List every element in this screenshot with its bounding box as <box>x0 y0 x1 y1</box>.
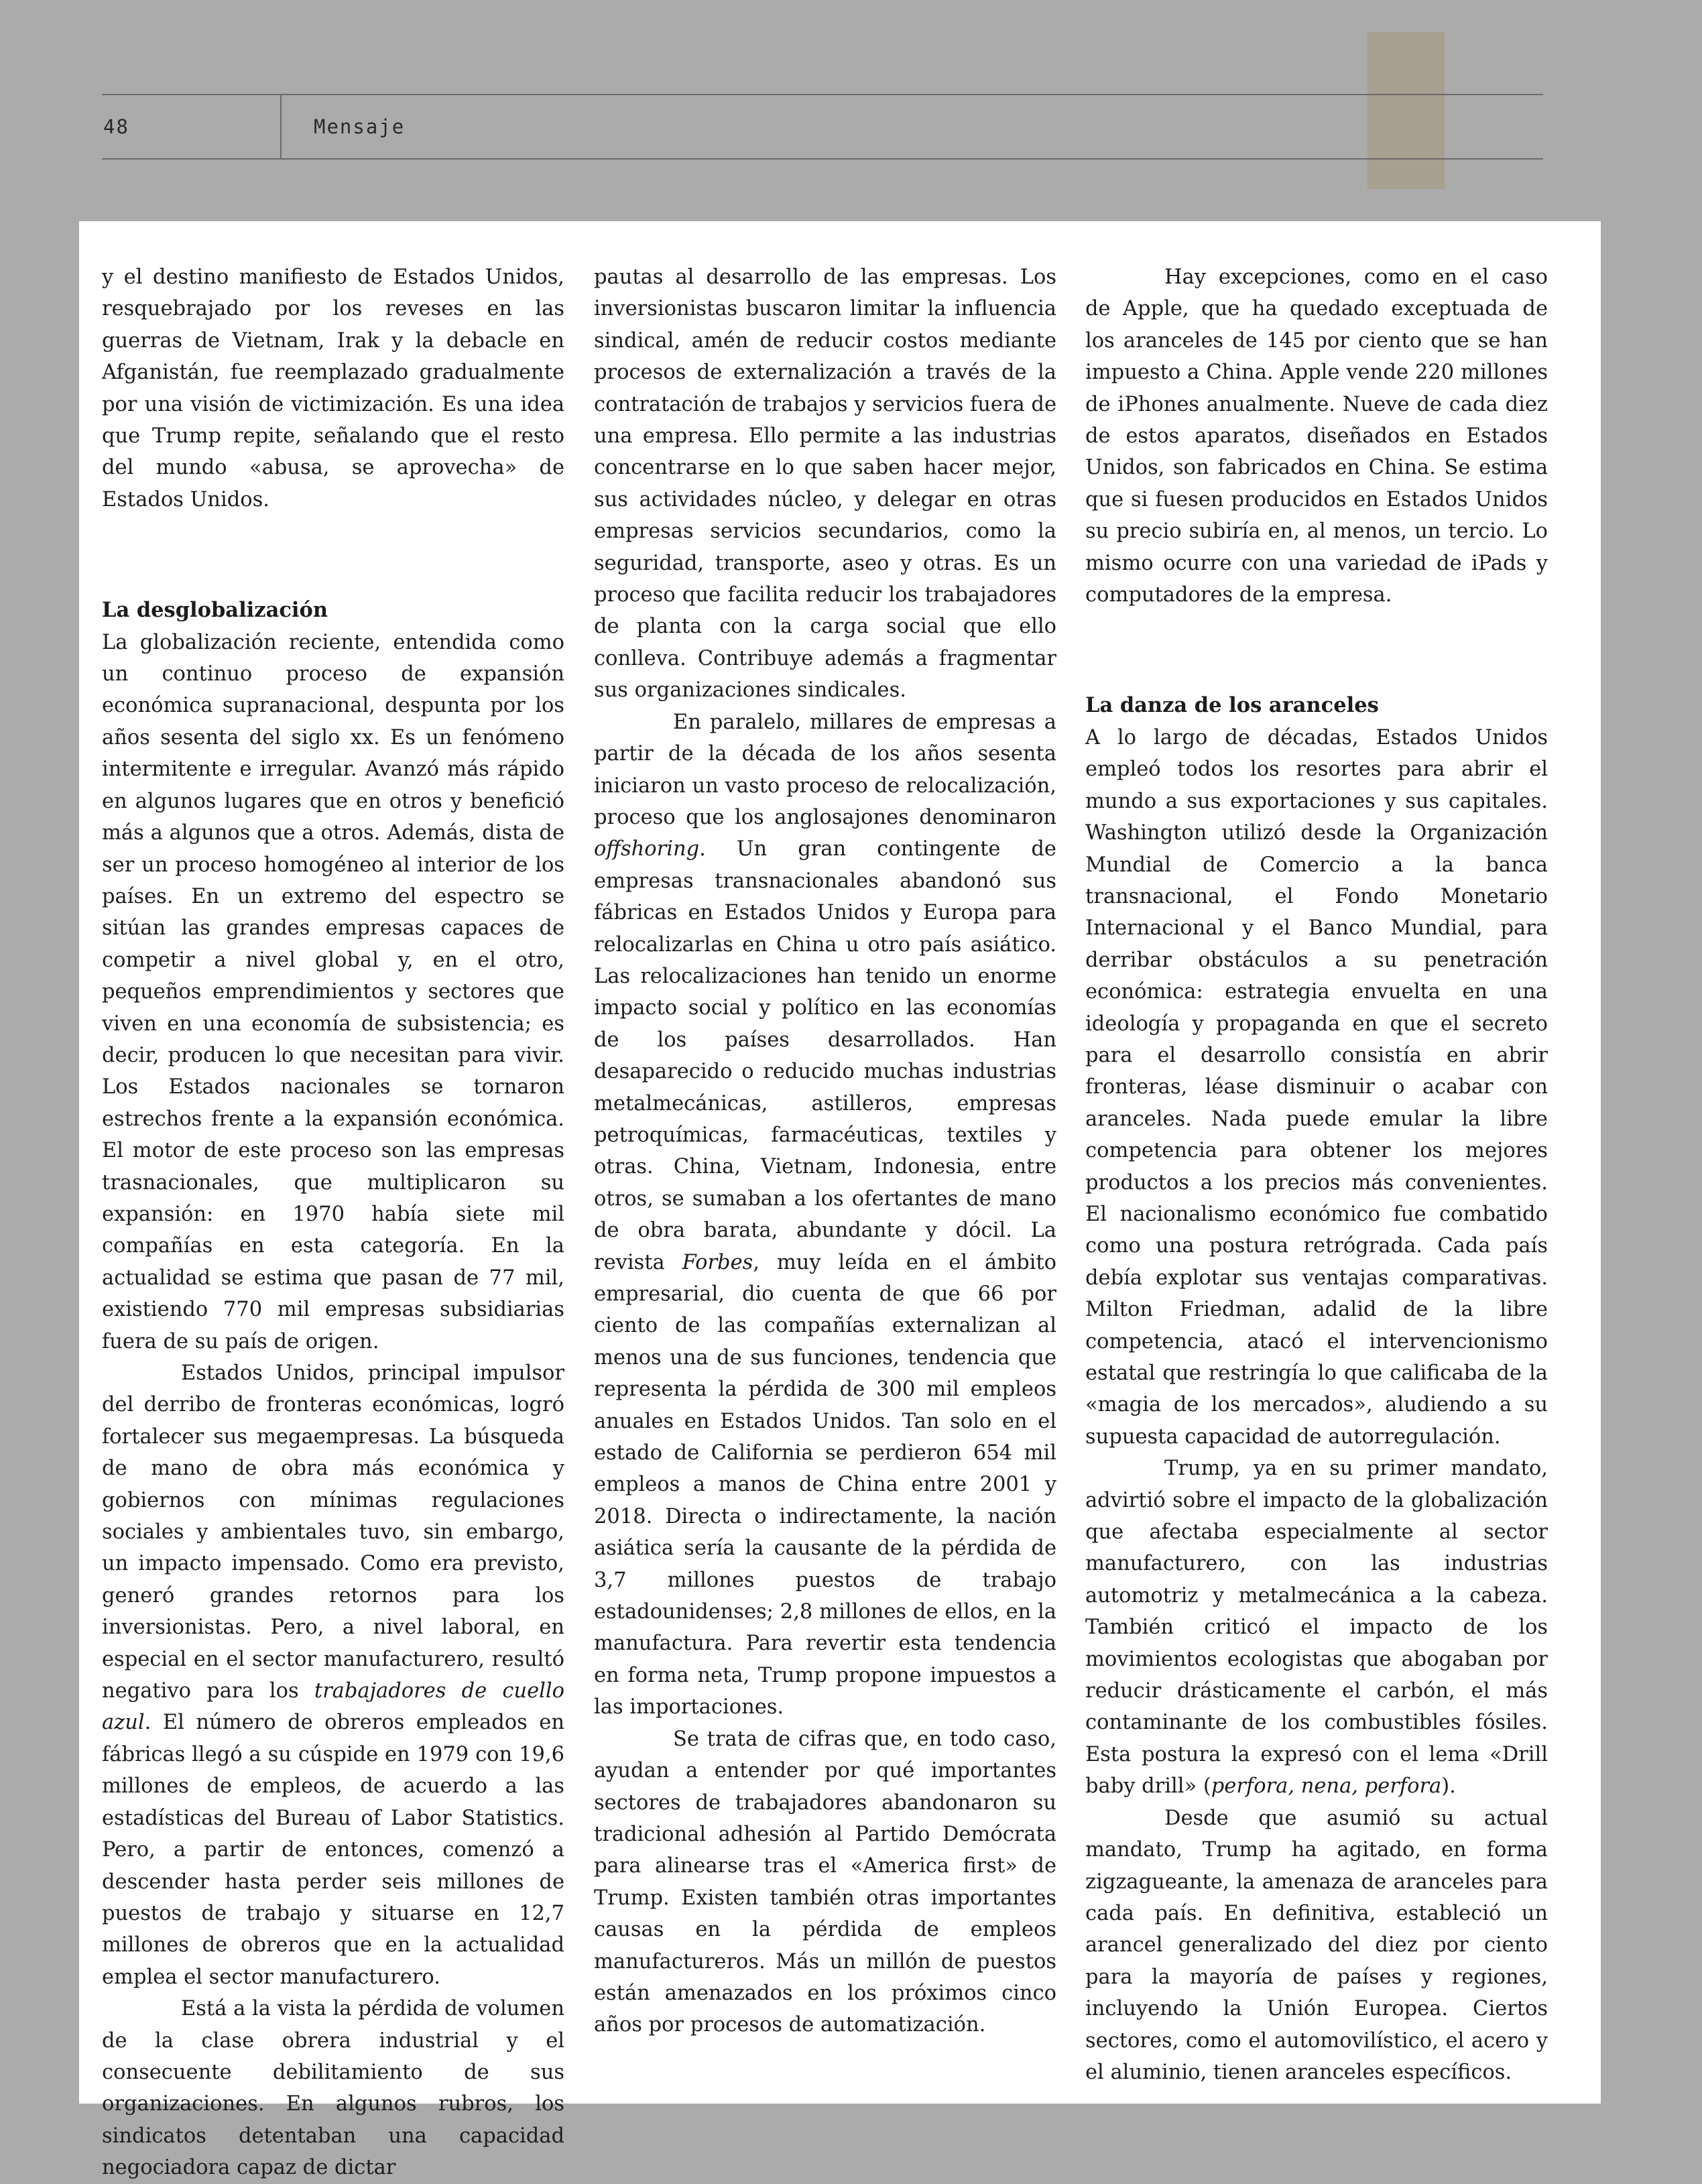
page-number: 48 <box>103 115 129 138</box>
section-tab-marker <box>1367 32 1445 189</box>
paragraph: Estados Unidos, principal impulsor del derribo de fronteras económicas, logró fortalecer sus megaempresas. La búsqueda de mano de obra más económica y gobiernos con mínimas regulaciones sociales y ambientales tuvo, sin embargo, un impacto impensado. Como era previsto, generó grandes retornos para los inversionistas. Pero, a nivel laboral, en especial en el sector manufacturero, resultó negativo para los trabajadores de cuello azul. El número de obreros empleados en fábricas llegó a su cúspide en 1979 con 19,6 millones de empleos, de acuerdo a las estadísticas del Bureau of Labor Statistics. Pero, a partir de entonces, comenzó a descender hasta perder seis millones de puestos de trabajo y situarse en 12,7 millones de obreros que en la actualidad emplea el sector manufacturero. <box>102 1361 564 1989</box>
paragraph: Hay excepciones, como en el caso de Apple, que ha quedado exceptuada de los aranceles de 145 por ciento que se han impuesto a China. Apple vende 220 millones de iPhones anualmente. Nueve de cada diez de estos aparatos, diseñados en Estados Unidos, son fabricados en China. Se estima que si fuesen producidos en Estados Unidos su precio subiría en, al menos, un tercio. Lo mismo ocurre con una variedad de iPads y computadores de la empresa. <box>1085 265 1548 607</box>
paragraph: A lo largo de décadas, Estados Unidos empleó todos los resortes para abrir el mundo a sus exportaciones y sus capitales. Washington utilizó desde la Organización Mundial de Comercio a la banca transnacional, el Fondo Monetario Internacional y el Banco Mundial, para derribar obstáculos a su penetración económica: estrategia envuelta en una ideología y propaganda en que el secreto para el desarrollo consistía en abrir fronteras, léase disminuir o acabar con aranceles. Nada puede emular la libre competencia para obtener los mejores productos a los precios más convenientes. El nacionalismo económico fue combatido como una postura retrógrada. Cada país debía explotar sus ventajas comparativas. Milton Friedman, adalid de la libre competencia, atacó el intervencionismo estatal que restringía lo que calificaba de la «magia de los mercados», aludiendo a su supuesta capacidad de autorregulación. <box>1085 725 1548 1449</box>
paragraph: La globalización reciente, entendida como un continuo proceso de expansión económica supranacional, despunta por los años sesenta del siglo xx. Es un fenómeno intermitente e irregular. Avanzó más rápido en algunos lugares que en otros y benefició más a algunos que a otros. Además, dista de ser un proceso homogéneo al interior de los países. En un extremo del espectro se sitúan las grandes empresas capaces de competir a nivel global y, en el otro, pequeños emprendimientos y sectores que viven en una economía de subsistencia; es decir, producen lo que necesitan para vivir. Los Estados nacionales se tornaron estrechos frente a la expansión económica. El motor de este proceso son las empresas trasnacionales, que multiplicaron su expansión: en 1970 había siete mil compañías en esta categoría. En la actualidad se estima que pasan de 77 mil, existiendo 770 mil empresas subsidiarias fuera de su país de origen. <box>102 630 564 1353</box>
paragraph: pautas al desarrollo de las empresas. Los inversionistas buscaron limitar la influencia sindical, amén de reducir costos mediante procesos de externalización a través de la contratación de trabajos y servicios fuera de una empresa. Ello permite a las industrias concentrarse en lo que saben hacer mejor, sus actividades núcleo, y delegar en otras empresas servicios secundarios, como la seguridad, transporte, aseo y otras. Es un proceso que facilita reducir los trabajadores de planta con la carga social que ello conlleva. Contribuye además a fragmentar sus organizaciones sindicales. <box>594 265 1057 703</box>
column-1 <box>102 261 564 2184</box>
column-3 <box>1085 261 1548 2088</box>
header-top-rule <box>102 94 1543 95</box>
paragraph: Trump, ya en su primer mandato, advirtió sobre el impacto de la globalización que afectaba especialmente al sector manufacturero, con las industrias automotriz y metalmecánica a la cabeza. También criticó el impacto de los movimientos ecologistas que abogaban por reducir drásticamente el carbón, el más contaminante de los combustibles fósiles. Esta postura la expresó con el lema «Drill baby drill» (perfora, nena, perfora). <box>1085 1457 1548 1799</box>
paragraph: En paralelo, millares de empresas a partir de la década de los años sesenta iniciaron un vasto proceso de relocalización, proceso que los anglosajones denominaron offshoring. Un gran contingente de empresas transnacionales abandonó sus fábricas en Estados Unidos y Europa para relocalizarlas en China u otro país asiático. Las relocalizaciones han tenido un enorme impacto social y político en las economías de los países desarrollados. Han desaparecido o reducido muchas industrias metalmecánicas, astilleros, empresas petroquímicas, farmacéuticas, textiles y otras. China, Vietnam, Indonesia, entre otros, se sumaban a los ofertantes de mano de obra barata, abundante y dócil. La revista Forbes, muy leída en el ámbito empresarial, dio cuenta de que 66 por ciento de las compañías externalizan al menos una de sus funciones, tendencia que representa la pérdida de 300 mil empleos anuales en Estados Unidos. Tan solo en el estado de California se perdieron 654 mil empleos a manos de China entre 2001 y 2018. Directa o indirectamente, la nación asiática sería la causante de la pérdida de 3,7 millones puestos de trabajo estadounidenses; 2,8 millones de ellos, en la manufactura. Para revertir esta tendencia en forma neta, Trump propone impuestos a las importaciones. <box>594 710 1057 1719</box>
column-2 <box>594 261 1056 2041</box>
header-bottom-rule <box>102 158 1543 160</box>
section-title: Mensaje <box>314 115 406 138</box>
header-divider <box>280 95 282 159</box>
paragraph: Desde que asumió su actual mandato, Trump ha agitado, en forma zigzagueante, la amenaza de aranceles para cada país. En definitiva, estableció un arancel generalizado del diez por ciento para la mayoría de países y regiones, incluyendo la Unión Europea. Ciertos sectores, como el automovilístico, el acero y el aluminio, tienen aranceles específicos. <box>1085 1806 1548 2084</box>
subheading-danza-aranceles: La danza de los aranceles <box>1085 693 1379 718</box>
article-page <box>79 221 1601 2180</box>
paragraph: Está a la vista la pérdida de volumen de la clase obrera industrial y el consecuente debilitamiento de sus organizaciones. En algunos rubros, los sindicatos detentaban una capacidad negociadora capaz de dictar <box>102 1997 564 2180</box>
paragraph: Se trata de cifras que, en todo caso, ayudan a entender por qué importantes sectores de trabajadores abandonaron su tradicional adhesión al Partido Demócrata para alinearse tras el «America first» de Trump. Existen también otras importantes causas en la pérdida de empleos manufactureros. Más un millón de puestos están amenazados en los próximos cinco años por procesos de automatización. <box>594 1727 1056 2037</box>
subheading-desglobalizacion: La desglobalización <box>102 598 328 623</box>
paragraph: y el destino manifiesto de Estados Unidos, resquebrajado por los reveses en las guerras de Vietnam, Irak y la debacle en Afganistán, fue reemplazado gradualmente por una visión de victimización. Es una idea que Trump repite, señalando que el resto del mundo «abusa, se aprovecha» de Estados Unidos. <box>102 265 564 511</box>
